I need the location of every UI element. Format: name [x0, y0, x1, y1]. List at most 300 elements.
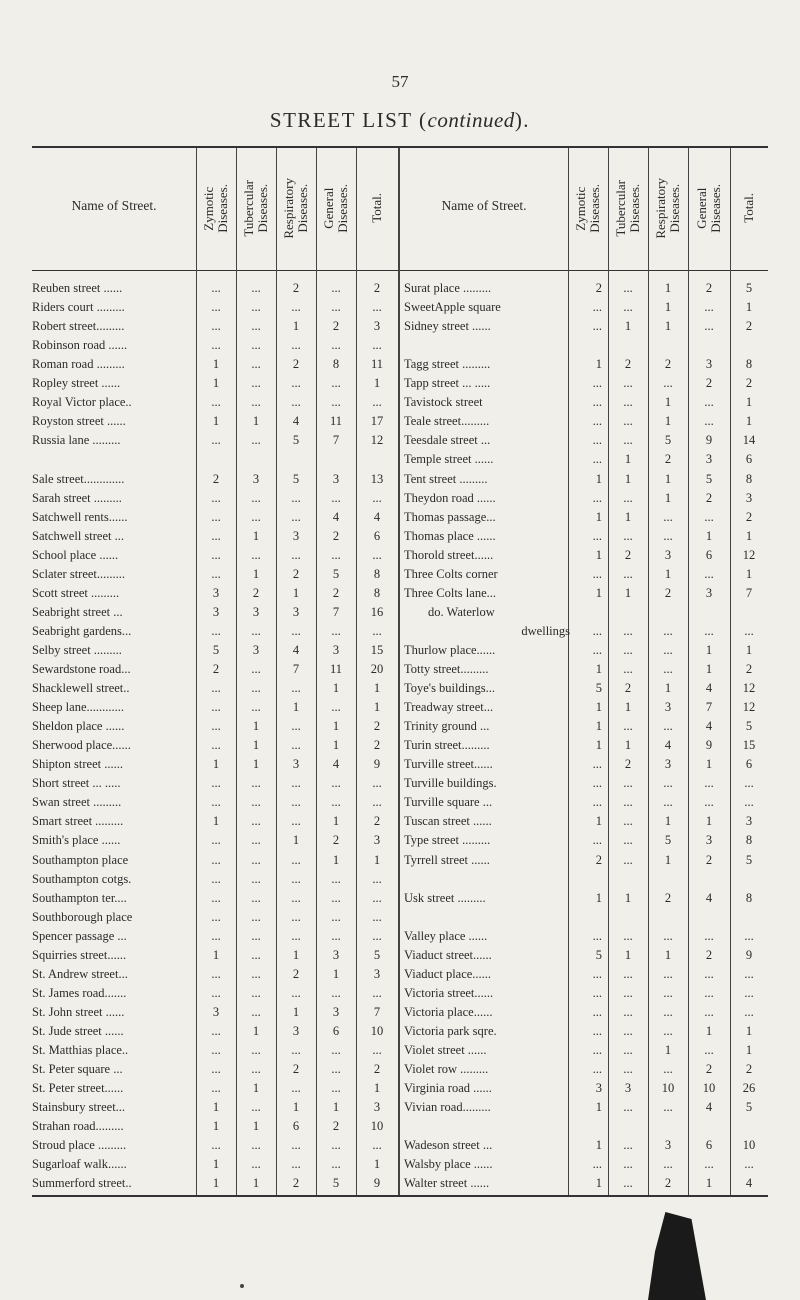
table-row: [0, 488, 800, 508]
tubercular-value: 1: [252, 1176, 260, 1191]
respiratory-value: ...: [663, 528, 673, 543]
street-name: Satchwell rents......: [32, 509, 128, 524]
page-number: 57: [391, 72, 409, 91]
tubercular-value: ...: [623, 642, 633, 657]
general-value: 4: [332, 509, 340, 524]
total-value: 5: [373, 947, 381, 962]
total-value: 1: [745, 1043, 753, 1057]
table-row: [0, 907, 800, 927]
zymotic-value: 1: [595, 471, 602, 486]
tubercular-value: [608, 335, 648, 355]
table-row: [0, 526, 800, 546]
general-value: 1: [705, 642, 713, 657]
general-value: 3: [705, 585, 713, 600]
zymotic-value: 5: [595, 681, 602, 696]
general-value: 1: [705, 1023, 713, 1038]
general-value: 4: [705, 1100, 713, 1115]
respiratory-value: ...: [291, 1081, 301, 1096]
tubercular-value: ...: [251, 871, 261, 886]
zymotic-value: 1: [212, 1119, 220, 1134]
tubercular-value: ...: [623, 300, 633, 315]
street-name: Satchwell street ...: [32, 528, 124, 543]
zymotic-value: ...: [211, 509, 221, 524]
street-name: Southampton ter....: [32, 890, 127, 905]
tubercular-value: 1: [252, 414, 260, 429]
table-row: [0, 1021, 800, 1041]
zymotic-value: 1: [595, 738, 602, 753]
zymotic-value: ...: [592, 1043, 602, 1057]
table-row: [0, 335, 800, 355]
tubercular-value: 1: [624, 890, 632, 905]
respiratory-value: 1: [664, 1043, 672, 1057]
total-value: 26: [742, 1081, 756, 1096]
tubercular-value: ...: [251, 814, 261, 829]
street-name: [404, 1116, 570, 1136]
respiratory-value: ...: [291, 547, 301, 562]
zymotic-value: 1: [212, 814, 220, 829]
respiratory-value: 2: [292, 566, 300, 581]
tubercular-value: 2: [624, 757, 632, 772]
table-row: [0, 1116, 800, 1136]
respiratory-value: 1: [664, 490, 672, 505]
table-row: [0, 697, 800, 717]
tubercular-value: ...: [251, 947, 261, 962]
general-value: ...: [704, 509, 714, 524]
tubercular-value: ...: [251, 1138, 261, 1153]
general-value: ...: [331, 395, 341, 410]
tubercular-value: ...: [251, 433, 261, 448]
tubercular-value: ...: [623, 490, 633, 505]
tubercular-value: ...: [251, 909, 261, 924]
zymotic-value: ...: [592, 1023, 602, 1038]
street-name: Thomas place ......: [404, 528, 496, 543]
respiratory-value: ...: [291, 509, 301, 524]
general-value: ...: [331, 1062, 341, 1077]
table-row: [0, 1097, 800, 1117]
zymotic-value: 1: [212, 1176, 220, 1191]
zymotic-value: ...: [211, 1081, 221, 1096]
total-value: 12: [370, 433, 384, 448]
general-value: [688, 335, 730, 355]
street-name: Violet row .........: [404, 1062, 489, 1077]
total-value: 3: [745, 490, 753, 505]
general-value: 2: [332, 833, 340, 848]
tubercular-value: ...: [623, 281, 633, 295]
total-value: 4: [373, 509, 381, 524]
table-row: [0, 583, 800, 603]
zymotic-value: ...: [592, 490, 602, 505]
respiratory-value: 1: [664, 947, 672, 962]
street-name: Robert street.........: [32, 319, 125, 334]
table-row: [0, 888, 800, 908]
tubercular-value: ...: [623, 852, 633, 867]
total-value: [730, 869, 768, 889]
respiratory-value: 5: [664, 833, 672, 848]
zymotic-value: 1: [212, 376, 220, 391]
zymotic-value: ...: [211, 738, 221, 753]
total-value: 11: [370, 357, 384, 372]
zymotic-value: ...: [211, 319, 221, 334]
total-value: 14: [742, 433, 756, 448]
total-value: [730, 335, 768, 355]
tubercular-value: ...: [623, 433, 633, 448]
respiratory-value: ...: [291, 490, 301, 505]
table-row: [0, 469, 800, 489]
street-name: Shacklewell street..: [32, 681, 130, 696]
tubercular-value: ...: [623, 662, 633, 676]
zymotic-value: ...: [592, 528, 602, 543]
total-value: 5: [745, 1100, 753, 1115]
zymotic-value: ...: [592, 985, 602, 1000]
total-value: ...: [372, 623, 382, 638]
street-name: Strahan road.........: [32, 1119, 124, 1134]
street-name: Spencer passage ...: [32, 928, 127, 943]
tubercular-value: ...: [623, 719, 633, 734]
street-name: Sherwood place......: [32, 738, 131, 753]
respiratory-value: [648, 1116, 688, 1136]
street-name: Shipton street ......: [32, 757, 123, 772]
respiratory-value: ...: [291, 985, 301, 1000]
total-value: 1: [373, 681, 381, 696]
general-value: 1: [705, 814, 713, 829]
street-name: St. Peter street......: [32, 1081, 124, 1096]
general-value: [688, 602, 730, 622]
zymotic-value: 3: [212, 1004, 220, 1019]
respiratory-value: 3: [292, 528, 300, 543]
general-value: 11: [329, 414, 343, 429]
street-name: [404, 335, 570, 355]
respiratory-value: 2: [292, 966, 300, 981]
tubercular-value: ...: [623, 528, 633, 543]
general-value: 2: [332, 319, 340, 334]
tubercular-value: [608, 1116, 648, 1136]
respiratory-value: ...: [663, 623, 673, 638]
street-name: do. Waterlow: [428, 604, 495, 619]
zymotic-value: ...: [211, 623, 221, 638]
street-name: Walsby place ......: [404, 1157, 493, 1172]
respiratory-value: 2: [664, 452, 672, 467]
tubercular-value: ...: [623, 414, 633, 429]
zymotic-value: ...: [211, 909, 221, 924]
respiratory-value: 2: [292, 1062, 300, 1077]
street-name: Royal Victor place..: [32, 395, 132, 410]
zymotic-value: [566, 907, 608, 927]
total-value: 8: [745, 471, 753, 486]
respiratory-value: 3: [292, 1023, 300, 1038]
tubercular-value: ...: [623, 1157, 633, 1172]
zymotic-value: 3: [212, 585, 220, 600]
total-value: ...: [372, 300, 382, 315]
respiratory-value: 3: [664, 1138, 672, 1153]
street-name: Sheldon place ......: [32, 719, 125, 734]
zymotic-value: ...: [211, 281, 221, 295]
street-name: Southborough place: [32, 909, 133, 924]
tubercular-value: 1: [624, 509, 632, 524]
general-value: 1: [705, 662, 713, 676]
general-value: 1: [332, 681, 340, 696]
street-name: Virginia road ......: [404, 1081, 492, 1096]
zymotic-value: ...: [211, 1043, 221, 1057]
general-value: 11: [329, 662, 343, 676]
table-row: [0, 659, 800, 679]
street-name: Surat place .........: [404, 281, 492, 295]
zymotic-value: 1: [595, 509, 602, 524]
total-value: [730, 602, 768, 622]
tubercular-value: ...: [623, 985, 633, 1000]
table-row: [0, 449, 800, 469]
total-value: ...: [372, 1138, 382, 1153]
tubercular-value: 3: [252, 471, 260, 486]
zymotic-value: ...: [592, 623, 602, 638]
tubercular-value: 3: [252, 604, 260, 619]
tubercular-value: ...: [623, 966, 633, 981]
general-value: ...: [704, 928, 714, 943]
tubercular-value: ...: [623, 928, 633, 943]
street-name: Vivian road.........: [404, 1100, 491, 1115]
tubercular-value: ...: [251, 357, 261, 372]
general-value: ...: [704, 966, 714, 981]
total-value: 3: [373, 319, 381, 334]
respiratory-value: 1: [292, 947, 300, 962]
street-name: Walter street ......: [404, 1176, 490, 1191]
zymotic-value: ...: [592, 566, 602, 581]
tubercular-value: ...: [623, 1176, 633, 1191]
tubercular-value: ...: [623, 566, 633, 581]
zymotic-value: 2: [212, 471, 220, 486]
zymotic-value: [566, 1116, 608, 1136]
street-name: Selby street .........: [32, 642, 122, 657]
street-name: Sidney street ......: [404, 319, 491, 334]
general-value: ...: [704, 566, 714, 581]
street-name: Short street ... .....: [32, 776, 121, 791]
tubercular-value: 1: [252, 566, 260, 581]
table-row: [0, 1078, 800, 1098]
respiratory-value: 1: [292, 1004, 300, 1019]
header-tubercular-label: Tubercular Diseases.: [241, 179, 270, 237]
general-value: 4: [705, 681, 713, 696]
general-value: 7: [332, 604, 340, 619]
total-value: 2: [373, 281, 381, 295]
general-value: ...: [331, 700, 341, 715]
respiratory-value: 1: [664, 414, 672, 429]
total-value: 3: [373, 966, 381, 981]
respiratory-value: 2: [664, 585, 672, 600]
street-name: St. Peter square ...: [32, 1062, 123, 1077]
table-row: [0, 430, 800, 450]
total-value: ...: [372, 795, 382, 810]
zymotic-value: 1: [595, 662, 602, 676]
respiratory-value: 1: [664, 281, 672, 295]
general-value: ...: [331, 1043, 341, 1057]
table-row: [0, 1154, 800, 1174]
table-row: [0, 1173, 800, 1193]
street-name: St. Jude street ......: [32, 1023, 124, 1038]
respiratory-value: ...: [291, 738, 301, 753]
tubercular-value: ...: [251, 300, 261, 315]
street-name: St. Andrew street...: [32, 966, 128, 981]
street-name: Viaduct street......: [404, 947, 492, 962]
tubercular-value: ...: [623, 814, 633, 829]
zymotic-value: ...: [211, 833, 221, 848]
respiratory-value: ...: [663, 776, 673, 791]
street-name: Sugarloaf walk......: [32, 1157, 127, 1172]
respiratory-value: 4: [292, 642, 300, 657]
respiratory-value: 3: [292, 757, 300, 772]
total-value: 3: [745, 814, 753, 829]
general-value: 4: [705, 719, 713, 734]
total-value: 16: [370, 604, 384, 619]
street-name: Royston street ......: [32, 414, 126, 429]
zymotic-value: ...: [211, 528, 221, 543]
total-value: [730, 907, 768, 927]
total-value: 2: [745, 662, 753, 676]
zymotic-value: ...: [592, 757, 602, 772]
total-value: ...: [372, 547, 382, 562]
street-name: Victoria park sqre.: [404, 1023, 497, 1038]
total-value: ...: [372, 395, 382, 410]
zymotic-value: ...: [592, 300, 602, 315]
general-value: ...: [704, 414, 714, 429]
header-street-name: Name of Street.: [71, 198, 157, 213]
total-value: 6: [373, 528, 381, 543]
total-value: [730, 1116, 768, 1136]
street-name: Victoria street......: [404, 985, 494, 1000]
zymotic-value: 1: [212, 1157, 220, 1172]
tubercular-value: 1: [252, 1081, 260, 1096]
respiratory-value: 1: [664, 852, 672, 867]
zymotic-value: ...: [211, 300, 221, 315]
respiratory-value: ...: [663, 966, 673, 981]
total-value: 2: [373, 814, 381, 829]
general-value: 1: [332, 852, 340, 867]
general-value: 1: [705, 1176, 713, 1191]
general-value: ...: [331, 281, 341, 295]
total-value: 10: [370, 1023, 384, 1038]
respiratory-value: ...: [291, 338, 301, 353]
table-row: [0, 811, 800, 831]
tubercular-value: ...: [623, 1138, 633, 1153]
title-main: STREET LIST: [269, 108, 413, 132]
total-value: 12: [742, 700, 756, 715]
total-value: ...: [744, 928, 754, 943]
zymotic-value: ...: [592, 376, 602, 391]
zymotic-value: 2: [212, 662, 220, 676]
street-name: Reuben street ......: [32, 281, 123, 295]
street-name: Southampton place: [32, 852, 129, 867]
street-name: Thorold street......: [404, 547, 494, 562]
total-value: 1: [745, 1023, 753, 1038]
header-tubercular-label: Tubercular Diseases.: [613, 179, 642, 237]
zymotic-value: ...: [211, 1023, 221, 1038]
zymotic-value: 1: [595, 1100, 602, 1115]
table-row: [0, 640, 800, 660]
zymotic-value: ...: [211, 490, 221, 505]
total-value: 15: [742, 738, 756, 753]
zymotic-value: 1: [212, 757, 220, 772]
respiratory-value: 1: [292, 700, 300, 715]
tubercular-value: ...: [251, 700, 261, 715]
general-value: ...: [331, 547, 341, 562]
street-name: Teesdale street ...: [404, 433, 491, 448]
respiratory-value: ...: [291, 300, 301, 315]
street-name: Sarah street .........: [32, 490, 122, 505]
tubercular-value: ...: [251, 547, 261, 562]
respiratory-value: ...: [291, 852, 301, 867]
table-row: [0, 926, 800, 946]
tubercular-value: ...: [251, 281, 261, 295]
table-row: [0, 773, 800, 793]
total-value: 9: [373, 1176, 381, 1191]
tubercular-value: ...: [251, 1157, 261, 1172]
general-value: 2: [705, 852, 713, 867]
total-value: 1: [373, 1081, 381, 1096]
respiratory-value: 4: [292, 414, 300, 429]
table-row: [0, 983, 800, 1003]
zymotic-value: ...: [592, 966, 602, 981]
general-value: 1: [332, 1100, 340, 1115]
general-value: 6: [332, 1023, 340, 1038]
general-value: 4: [705, 890, 713, 905]
respiratory-value: ...: [291, 909, 301, 924]
street-name: Stainsbury street...: [32, 1100, 126, 1115]
total-value: 4: [745, 1176, 753, 1191]
zymotic-value: ...: [592, 395, 602, 410]
respiratory-value: ...: [291, 719, 301, 734]
tubercular-value: 1: [624, 319, 632, 334]
total-value: ...: [372, 890, 382, 905]
total-value: 1: [373, 376, 381, 391]
street-name: Totty street.........: [404, 662, 489, 676]
street-name: Victoria place......: [404, 1004, 493, 1019]
total-value: 2: [373, 719, 381, 734]
respiratory-value: ...: [663, 509, 673, 524]
zymotic-value: ...: [211, 1062, 221, 1077]
general-value: 1: [705, 528, 713, 543]
respiratory-value: ...: [663, 985, 673, 1000]
zymotic-value: ...: [211, 795, 221, 810]
tubercular-value: ...: [623, 833, 633, 848]
zymotic-value: ...: [211, 871, 221, 886]
street-name: Seabright gardens...: [32, 623, 132, 638]
tubercular-value: 2: [624, 357, 632, 372]
street-name: Treadway street...: [404, 700, 494, 715]
total-value: 2: [745, 376, 753, 391]
general-value: 3: [705, 833, 713, 848]
total-value: ...: [372, 776, 382, 791]
table-row: [0, 564, 800, 584]
total-value: 8: [745, 890, 753, 905]
total-value: 10: [370, 1119, 384, 1134]
total-value: ...: [372, 338, 382, 353]
respiratory-value: 1: [664, 566, 672, 581]
general-value: 10: [702, 1081, 716, 1096]
zymotic-value: ...: [592, 433, 602, 448]
zymotic-value: 5: [595, 947, 602, 962]
header-respiratory-label: Respiratory Diseases.: [281, 177, 310, 239]
total-value: 6: [745, 452, 753, 467]
general-value: ...: [331, 338, 341, 353]
street-name: SweetApple square: [404, 300, 501, 315]
table-row: [0, 869, 800, 889]
total-value: 1: [745, 395, 753, 410]
zymotic-value: ...: [592, 776, 602, 791]
general-value: 5: [705, 471, 713, 486]
tubercular-value: 1: [252, 1023, 260, 1038]
street-name: Smart street .........: [32, 814, 124, 829]
general-value: 3: [705, 357, 713, 372]
total-value: 7: [373, 1004, 381, 1019]
total-value: 8: [373, 585, 381, 600]
